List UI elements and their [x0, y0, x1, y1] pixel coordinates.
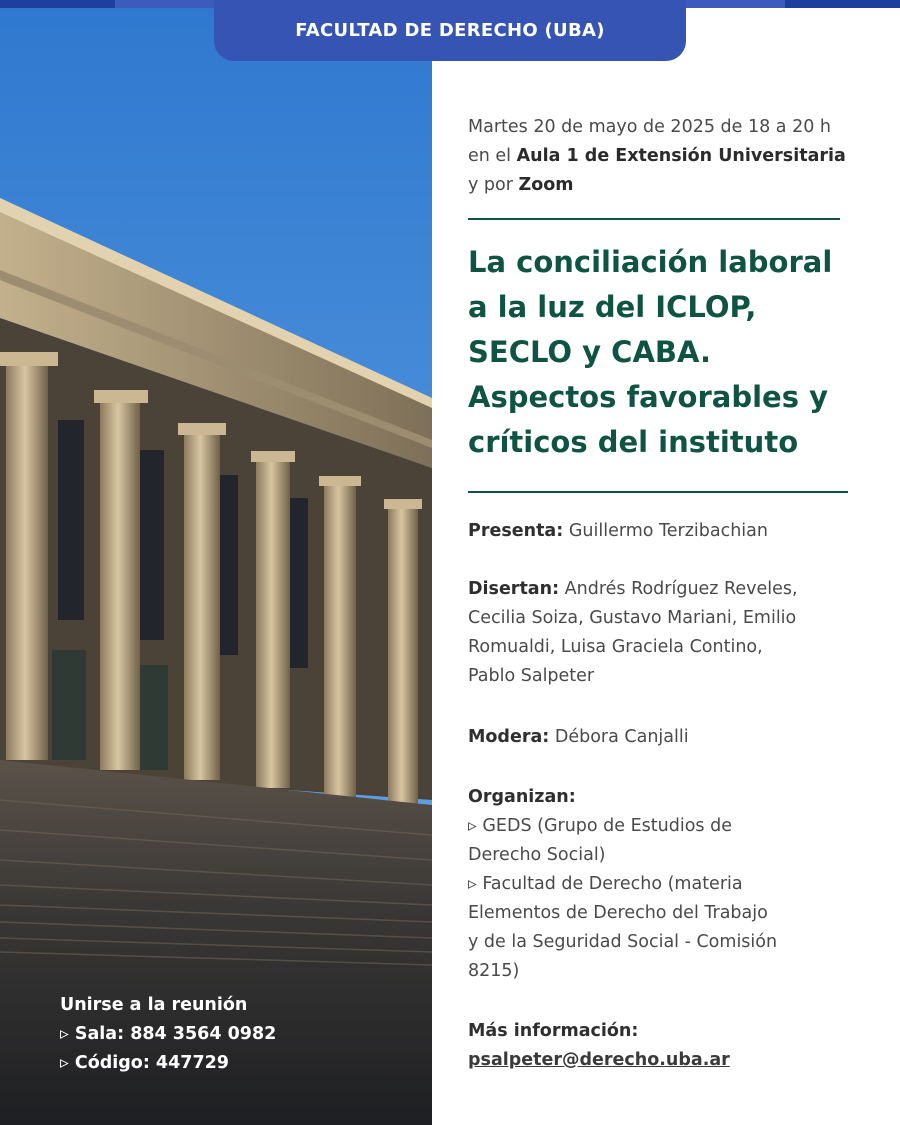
email-link[interactable]: psalpeter@derecho.uba.ar — [468, 1050, 730, 1070]
organizan-section — [468, 783, 888, 986]
faculty-header-tab — [214, 0, 686, 61]
organizan-line: ▹ GEDS (Grupo de Estudios de — [468, 816, 732, 836]
modera-label: Modera: — [468, 727, 550, 747]
disertan-label: Disertan: — [468, 579, 560, 599]
disertan-section — [468, 575, 888, 691]
more-info-label: Más información: — [468, 1021, 639, 1041]
presenta-label: Presenta: — [468, 521, 564, 541]
title-line: SECLO y CABA. — [468, 335, 712, 369]
organizan-line: ▹ Facultad de Derecho (materia — [468, 874, 743, 894]
divider-bottom — [468, 491, 848, 493]
join-meeting-block — [60, 991, 276, 1078]
disertan-line: Cecilia Soiza, Gustavo Mariani, Emilio — [468, 608, 797, 628]
disertan-line: Pablo Salpeter — [468, 666, 595, 686]
organizan-line: y de la Seguridad Social - Comisión — [468, 932, 778, 952]
event-place: Aula 1 de Extensión Universitaria — [516, 146, 846, 166]
title-line: críticos del instituto — [468, 425, 799, 459]
event-title — [468, 240, 888, 465]
title-line: a la luz del ICLOP, — [468, 290, 757, 324]
join-sala: ▹ Sala: 884 3564 0982 — [60, 1024, 277, 1044]
organizan-label: Organizan: — [468, 787, 576, 807]
presenta-value: Guillermo Terzibachian — [568, 521, 768, 541]
disertan-first-line: Andrés Rodríguez Reveles, — [564, 579, 798, 599]
event-date-block — [468, 113, 888, 200]
join-title: Unirse a la reunión — [60, 995, 248, 1015]
organizan-line: Elementos de Derecho del Trabajo — [468, 903, 768, 923]
modera-value: Débora Canjalli — [554, 727, 689, 747]
faculty-header-label: FACULTAD DE DERECHO (UBA) — [295, 20, 605, 41]
event-zoom: Zoom — [518, 175, 574, 195]
modera-section — [468, 723, 888, 752]
join-codigo: ▹ Código: 447729 — [60, 1053, 229, 1073]
event-zoom-line: y por Zoom — [468, 175, 574, 195]
title-line: La conciliación laboral — [468, 245, 833, 279]
disertan-line: Romualdi, Luisa Graciela Contino, — [468, 637, 763, 657]
building-photo — [0, 0, 432, 1125]
title-line: Aspectos favorables y — [468, 380, 828, 414]
event-date-line: Martes 20 de mayo de 2025 de 18 a 20 h — [468, 117, 832, 137]
organizan-line: Derecho Social) — [468, 845, 606, 865]
event-place-line: en el Aula 1 de Extensión Universitaria — [468, 146, 846, 166]
organizan-line: 8215) — [468, 961, 520, 981]
more-info-section — [468, 1017, 888, 1075]
divider-top — [468, 218, 840, 220]
presenta-section — [468, 517, 888, 546]
